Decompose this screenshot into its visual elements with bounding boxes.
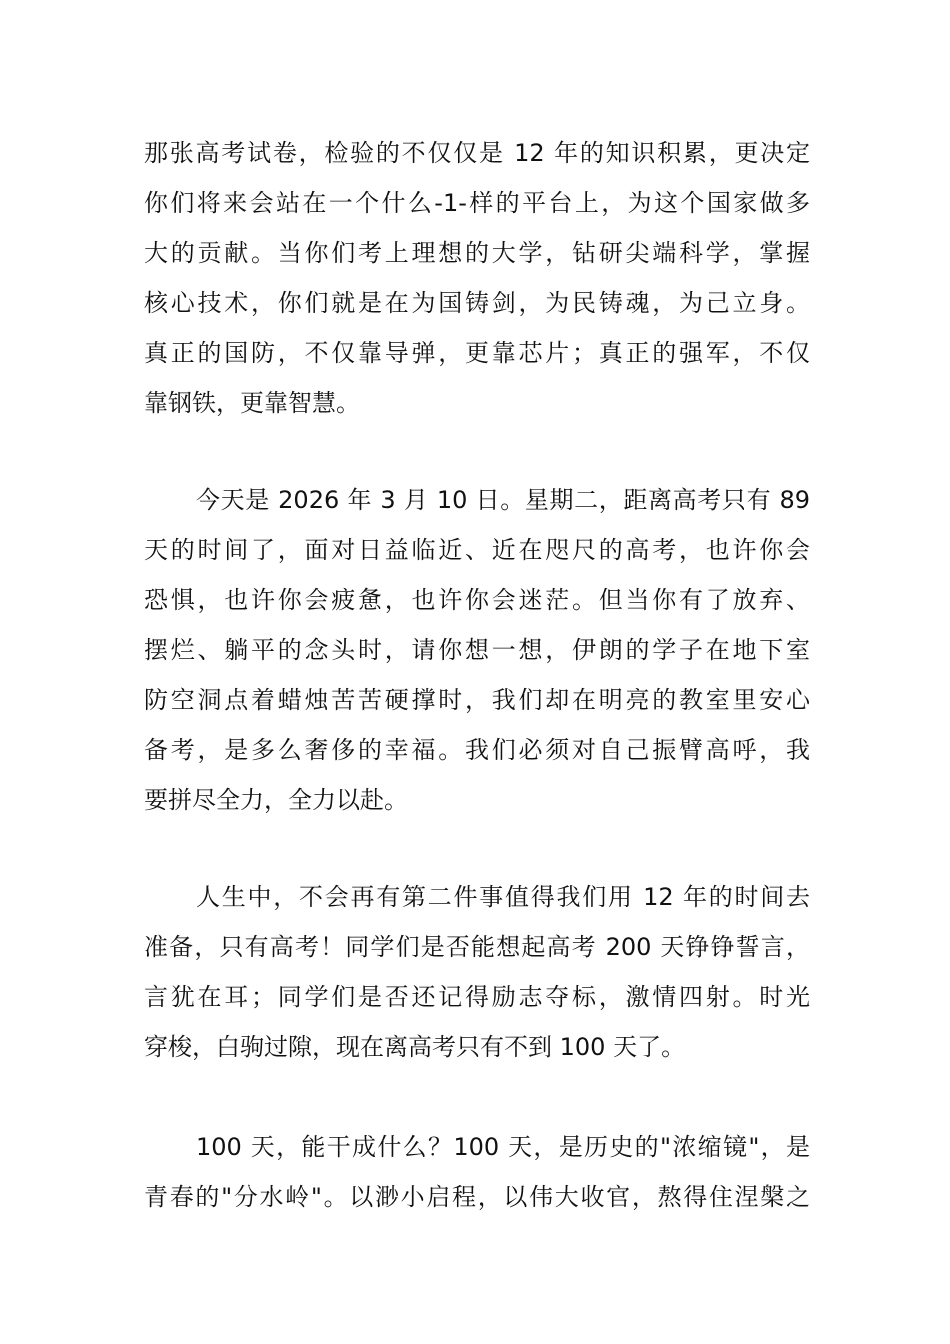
paragraph-line: 你们将来会站在一个什么-1-样的平台上，为这个国家做多 [144,189,810,217]
paragraph-line: 今天是 2026 年 3 月 10 日。星期二，距离高考只有 89 [196,486,810,514]
paragraph-line: 要拼尽全力，全力以赴。 [144,786,408,814]
paragraph-line: 言犹在耳；同学们是否还记得励志夺标，激情四射。时光 [144,983,810,1011]
paragraph-line: 100 天，能干成什么？100 天，是历史的"浓缩镜"，是 [196,1133,810,1161]
paragraph-line: 真正的国防，不仅靠导弹，更靠芯片；真正的强军，不仅 [144,339,810,367]
paragraph-line: 恐惧，也许你会疲惫，也许你会迷茫。但当你有了放弃、 [144,586,810,614]
paragraph-line: 核心技术，你们就是在为国铸剑，为民铸魂，为己立身。 [144,289,810,317]
paragraph-line: 那张高考试卷，检验的不仅仅是 12 年的知识积累，更决定 [144,139,810,167]
paragraph-line: 备考，是多么奢侈的幸福。我们必须对自己振臂高呼，我 [144,736,810,764]
paragraph-line: 穿梭，白驹过隙，现在离高考只有不到 100 天了。 [144,1033,686,1061]
paragraph-line: 防空洞点着蜡烛苦苦硬撑时，我们却在明亮的教室里安心 [144,686,810,714]
paragraph-line: 天的时间了，面对日益临近、近在咫尺的高考，也许你会 [144,536,810,564]
paragraph-line: 摆烂、躺平的念头时，请你想一想，伊朗的学子在地下室 [144,636,810,664]
paragraph-line: 人生中，不会再有第二件事值得我们用 12 年的时间去 [196,883,810,911]
paragraph-line: 大的贡献。当你们考上理想的大学，钻研尖端科学，掌握 [144,239,810,267]
paragraph-line: 青春的"分水岭"。以渺小启程，以伟大收官，熬得住涅槃之 [144,1183,810,1211]
paragraph-line: 准备，只有高考！同学们是否能想起高考 200 天铮铮誓言， [144,933,810,961]
paragraph-line: 靠钢铁，更靠智慧。 [144,389,360,417]
